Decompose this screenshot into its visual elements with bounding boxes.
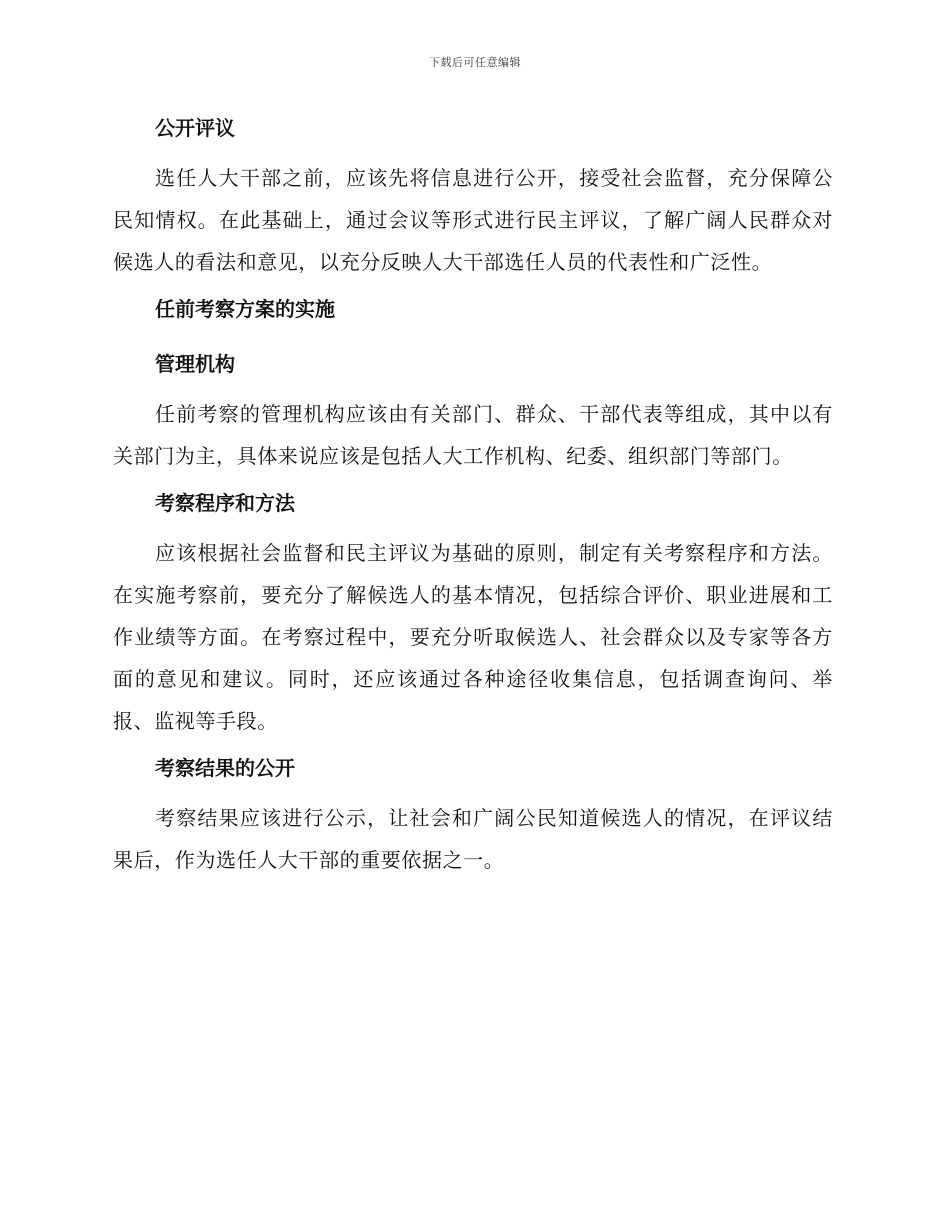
section-heading-procedure: 考察程序和方法	[155, 491, 295, 515]
paragraph-results: 考察结果应该进行公示，让社会和广阔公民知道候选人的情况，在评议结果后，作为选任人大干部的重要依据之一。	[113, 806, 833, 872]
section-heading-implementation: 任前考察方案的实施	[155, 297, 335, 321]
page-header: 下载后可任意编辑	[429, 56, 521, 69]
paragraph-management: 任前考察的管理机构应该由有关部门、群众、干部代表等组成，其中以有关部门为主，具体来说应该是包括人大工作机构、纪委、组织部门等部门。	[113, 402, 833, 468]
paragraph-public-review: 选任人大干部之前，应该先将信息进行公开，接受社会监督，充分保障公民知情权。在此基础上，通过会议等形式进行民主评议，了解广阔人民群众对候选人的看法和意见，以充分反映人大干部选任人员的代表性和广泛性。	[113, 166, 833, 274]
section-heading-results: 考察结果的公开	[155, 756, 295, 780]
paragraph-procedure: 应该根据社会监督和民主评议为基础的原则，制定有关考察程序和方法。在实施考察前，要充分了解候选人的基本情况，包括综合评价、职业进展和工作业绩等方面。在考察过程中，要充分听取候选人、社会群众以及专家等各方面的意见和建议。同时，还应该通过各种途径收集信息，包括调查询问、举报、监视等手段。	[113, 541, 833, 733]
section-heading-public-review: 公开评议	[155, 116, 235, 140]
document-body	[113, 114, 833, 893]
section-heading-management: 管理机构	[155, 352, 235, 376]
